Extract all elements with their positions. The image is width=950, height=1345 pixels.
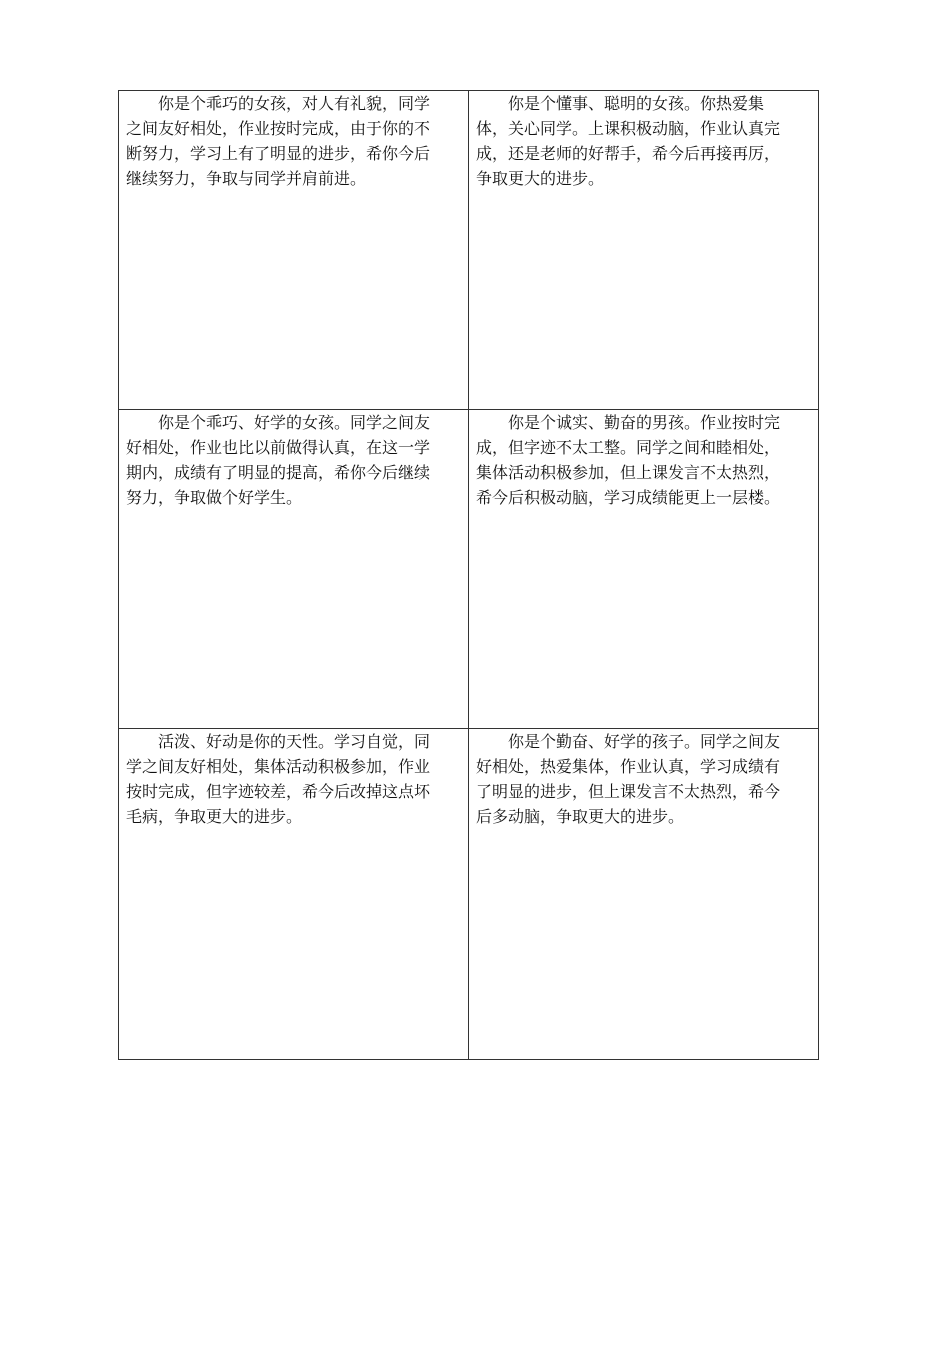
comment-cell	[469, 729, 819, 1060]
comment-cell	[119, 729, 469, 1060]
comment-cell	[119, 410, 469, 729]
comment-cell	[469, 410, 819, 729]
comment-text: 你是个诚实、勤奋的男孩。作业按时完成，但字迹不太工整。同学之间和睦相处，集体活动积极参加，但上课发言不太热烈，希今后积极动脑，学习成绩能更上一层楼。	[476, 413, 781, 507]
comment-text: 你是个乖巧的女孩，对人有礼貌，同学之间友好相处，作业按时完成，由于你的不断努力，学习上有了明显的进步，希你今后继续努力，争取与同学并肩前进。	[126, 94, 431, 188]
table-row	[119, 410, 819, 729]
comment-text: 你是个乖巧、好学的女孩。同学之间友好相处，作业也比以前做得认真，在这一学期内，成绩有了明显的提高，希你今后继续努力，争取做个好学生。	[126, 413, 431, 507]
comment-text: 活泼、好动是你的天性。学习自觉，同学之间友好相处，集体活动积极参加，作业按时完成，但字迹较差，希今后改掉这点坏毛病，争取更大的进步。	[126, 732, 431, 826]
table-row	[119, 91, 819, 410]
table-row	[119, 729, 819, 1060]
comment-cell	[119, 91, 469, 410]
comment-text: 你是个懂事、聪明的女孩。你热爱集体，关心同学。上课积极动脑，作业认真完成，还是老师的好帮手，希今后再接再厉，争取更大的进步。	[476, 94, 781, 188]
comment-cell	[469, 91, 819, 410]
comments-table	[118, 90, 819, 1060]
comment-text: 你是个勤奋、好学的孩子。同学之间友好相处，热爱集体，作业认真，学习成绩有了明显的进步，但上课发言不太热烈，希今后多动脑，争取更大的进步。	[476, 732, 781, 826]
